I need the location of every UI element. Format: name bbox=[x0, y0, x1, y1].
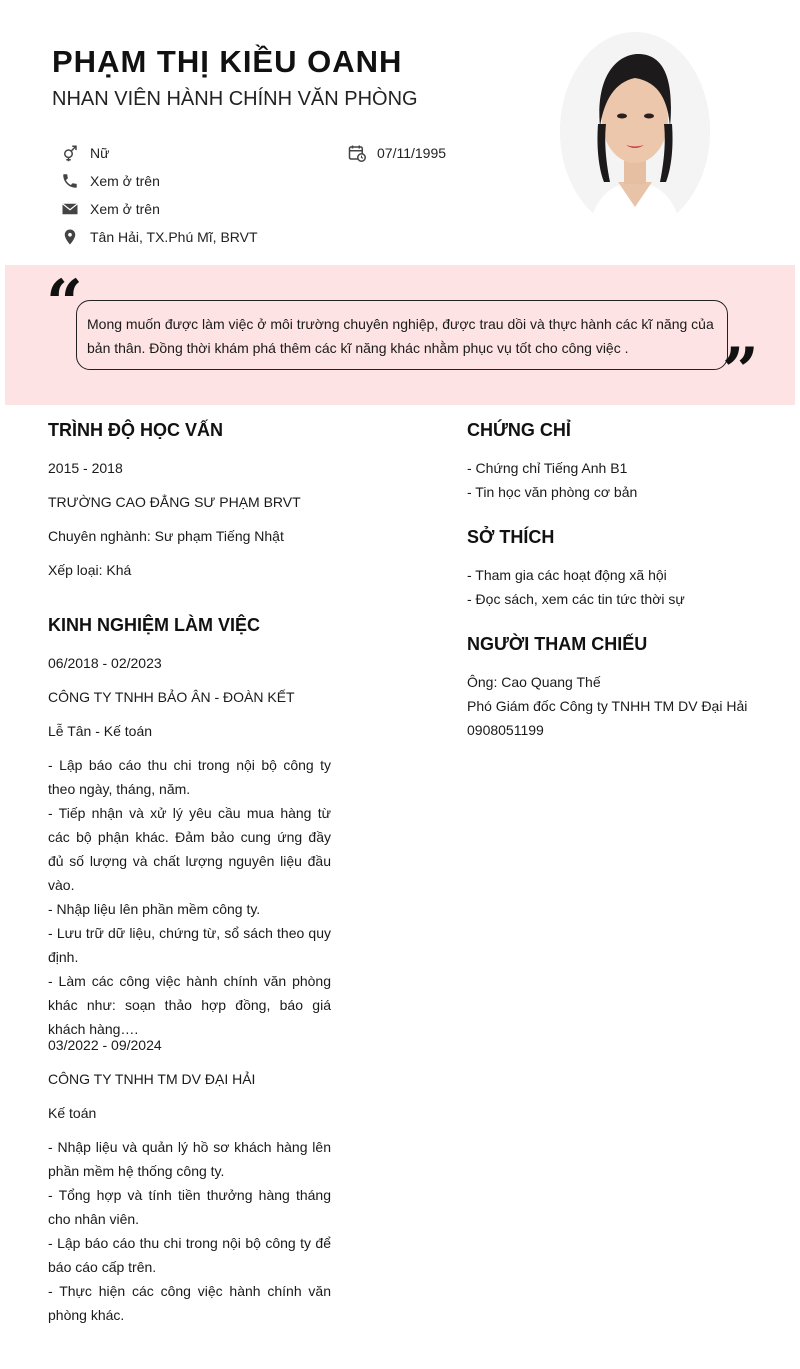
education-period: 2015 - 2018 bbox=[48, 460, 123, 476]
job-duties bbox=[48, 753, 331, 1041]
education-heading: TRÌNH ĐỘ HỌC VẤN bbox=[48, 420, 223, 440]
duty-item: - Làm các công việc hành chính văn phòng khác như: soạn thảo hợp đồng, báo giá khách hàng…. bbox=[48, 973, 331, 1037]
phone-text: Xem ở trên bbox=[90, 173, 160, 189]
certificate-item: - Chứng chỉ Tiếng Anh B1 bbox=[467, 460, 628, 476]
duty-item: - Lập báo cáo thu chi trong nội bộ công ty để báo cáo cấp trên. bbox=[48, 1235, 331, 1275]
hobbies-list bbox=[467, 563, 767, 611]
reference-name: Ông: Cao Quang Thế bbox=[467, 674, 601, 690]
calendar-icon bbox=[347, 143, 367, 163]
location-pin-icon bbox=[60, 227, 80, 247]
certificate-item: - Tin học văn phòng cơ bản bbox=[467, 484, 638, 500]
education-school: TRƯỜNG CAO ĐẲNG SƯ PHẠM BRVT bbox=[48, 494, 301, 510]
certificates-list bbox=[467, 456, 767, 504]
hobby-item: - Tham gia các hoạt động xã hội bbox=[467, 567, 667, 583]
reference-position: Phó Giám đốc Công ty TNHH TM DV Đại Hải bbox=[467, 698, 748, 714]
candidate-name: PHẠM THỊ KIỀU OANH bbox=[52, 44, 403, 79]
education-grade: Xếp loại: Khá bbox=[48, 562, 132, 578]
duty-item: - Lập báo cáo thu chi trong nội bộ công ty theo ngày, tháng, năm. bbox=[48, 757, 331, 797]
job-period: 03/2022 - 09/2024 bbox=[48, 1037, 162, 1053]
job-title: NHAN VIÊN HÀNH CHÍNH VĂN PHÒNG bbox=[52, 88, 418, 110]
close-quote-icon: ” bbox=[722, 334, 759, 409]
hobby-item: - Đọc sách, xem các tin tức thời sự bbox=[467, 591, 685, 607]
duty-item: - Nhập liệu và quản lý hồ sơ khách hàng lên phần mềm hệ thống công ty. bbox=[48, 1139, 331, 1179]
hobbies-heading: SỞ THÍCH bbox=[467, 527, 555, 547]
education-major: Chuyên nghành: Sư phạm Tiếng Nhật bbox=[48, 528, 284, 544]
reference-details bbox=[467, 670, 767, 742]
open-quote-icon: “ bbox=[46, 266, 83, 341]
gender-text: Nữ bbox=[90, 145, 110, 161]
profile-photo bbox=[560, 32, 710, 230]
duty-item: - Tổng hợp và tính tiền thưởng hàng tháng cho nhân viên. bbox=[48, 1187, 331, 1227]
duty-item: - Lưu trữ dữ liệu, chứng từ, sổ sách theo quy định. bbox=[48, 925, 331, 965]
job-role: Kế toán bbox=[48, 1105, 97, 1121]
contact-address bbox=[60, 227, 258, 247]
email-text: Xem ở trên bbox=[90, 201, 160, 217]
contact-gender bbox=[60, 143, 109, 163]
duty-item: - Thực hiện các công việc hành chính văn phòng khác. bbox=[48, 1283, 331, 1323]
job-company: CÔNG TY TNHH TM DV ĐẠI HẢI bbox=[48, 1071, 256, 1087]
reference-heading: NGƯỜI THAM CHIẾU bbox=[467, 634, 648, 654]
reference-phone: 0908051199 bbox=[467, 722, 544, 738]
job-role: Lễ Tân - Kế toán bbox=[48, 723, 153, 739]
job-company: CÔNG TY TNHH BẢO ÂN - ĐOÀN KẾT bbox=[48, 689, 295, 705]
gender-icon bbox=[60, 143, 80, 163]
address-text: Tân Hải, TX.Phú Mĩ, BRVT bbox=[90, 229, 258, 245]
job-duties bbox=[48, 1135, 331, 1327]
envelope-icon bbox=[60, 199, 80, 219]
job-period: 06/2018 - 02/2023 bbox=[48, 655, 162, 671]
duty-item: - Nhập liệu lên phần mềm công ty. bbox=[48, 901, 261, 917]
duty-item: - Tiếp nhận và xử lý yêu cầu mua hàng từ các bộ phận khác. Đảm bảo cung ứng đầy đủ số lượng và chất lượng nguyên liệu đầu vào. bbox=[48, 805, 331, 893]
experience-heading: KINH NGHIỆM LÀM VIỆC bbox=[48, 615, 261, 635]
career-objective: Mong muốn được làm việc ở môi trường chuyên nghiệp, được trau dồi và thực hành các kĩ năng của bản thân. Đồng thời khám phá thêm các kĩ năng khác nhằm phục vụ tốt cho công việc . bbox=[76, 300, 728, 370]
contact-email bbox=[60, 199, 160, 219]
birthday-text: 07/11/1995 bbox=[377, 145, 447, 161]
certificates-heading: CHỨNG CHỈ bbox=[467, 420, 571, 440]
contact-birthday bbox=[347, 143, 446, 163]
contact-phone bbox=[60, 171, 160, 191]
phone-icon bbox=[60, 171, 80, 191]
